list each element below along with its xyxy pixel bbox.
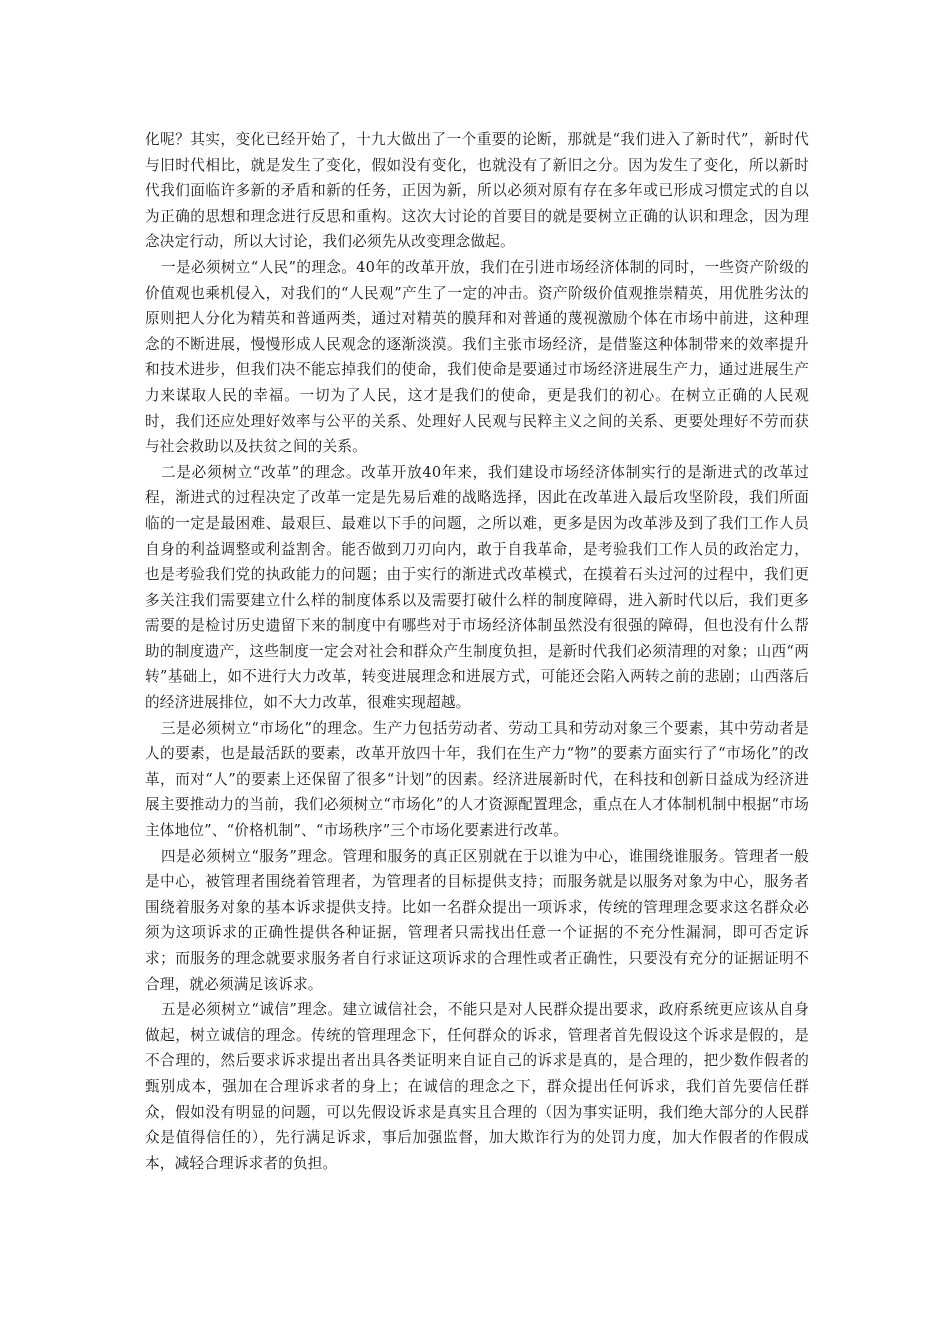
paragraph-service-concept: 四是必须树立“服务”理念。管理和服务的真正区别就在于以谁为中心，谁围绕谁服务。管理者一般是中心，被管理者围绕着管理者，为管理者的目标提供支持；而服务就是以服务对象为中心，服务者围绕着服务对象的基本诉求提供支持。比如一名群众提出一项诉求，传统的管理理念要求这名群众必须为这项诉求的正确性提供各种证据，管理者只需找出任意一个证据的不充分性漏洞，即可否定诉求；而服务的理念就要求服务者自行求证这项诉求的合理性或者正确性，只要没有充分的证据证明不合理，就必须满足该诉求。 (145, 847, 809, 993)
paragraph-integrity-concept: 五是必须树立“诚信”理念。建立诚信社会，不能只是对人民群众提出要求，政府系统更应该从自身做起，树立诚信的理念。传统的管理理念下，任何群众的诉求，管理者首先假设这个诉求是假的，是不合理的，然后要求诉求提出者出具各类证明来自证自己的诉求是真的，是合理的，把少数作假者的甄别成本，强加在合理诉求者的身上；在诚信的理念之下，群众提出任何诉求，我们首先要信任群众，假如没有明显的问题，可以先假设诉求是真实且合理的（因为事实证明，我们绝大部分的人民群众是值得信任的），先行满足诉求，事后加强监督，加大欺诈行为的处罚力度，加大作假者的作假成本，减轻合理诉求者的负担。 (145, 1001, 809, 1172)
paragraph-market-concept: 三是必须树立“市场化”的理念。生产力包括劳动者、劳动工具和劳动对象三个要素，其中劳动者是人的要素，也是最活跃的要素，改革开放四十年，我们在生产力“物”的要素方面实行了“市场化”的改革，而对“人”的要素上还保留了很多“计划”的因素。经济进展新时代，在科技和创新日益成为经济进展主要推动力的当前，我们必须树立“市场化”的人才资源配置理念，重点在人才体制机制中根据“市场主体地位”、“价格机制”、“市场秩序”三个市场化要素进行改革。 (145, 719, 809, 840)
paragraph-reform-concept: 二是必须树立“改革”的理念。改革开放40年来，我们建设市场经济体制实行的是渐进式的改革过程，渐进式的过程决定了改革一定是先易后难的战略选择，因此在改革进入最后攻坚阶段，我们所面临的一定是最困难、最艰巨、最难以下手的问题，之所以难，更多是因为改革涉及到了我们工作人员自身的利益调整或利益割舍。能否做到刀刃向内，敢于自我革命，是考验我们工作人员的政治定力，也是考验我们党的执政能力的问题；由于实行的渐进式改革模式，在摸着石头过河的过程中，我们更多关注我们需要建立什么样的制度体系以及需要打破什么样的制度障碍，进入新时代以后，我们更多需要的是检讨历史遗留下来的制度中有哪些对于市场经济体制虽然没有很强的障碍，但也没有什么帮助的制度遗产，这些制度一定会对社会和群众产生制度负担，是新时代我们必须清理的对象；山西“两转”基础上，如不进行大力改革，转变进展理念和进展方式，可能还会陷入两转之前的悲剧；山西落后的经济进展排位，如不大力改革，很难实现超越。 (145, 463, 809, 712)
paragraph-people-concept: 一是必须树立“人民”的理念。40年的改革开放，我们在引进市场经济体制的同时，一些资产阶级的价值观也乘机侵入，对我们的“人民观”产生了一定的冲击。资产阶级价值观推崇精英，用优胜劣汰的原则把人分化为精英和普通两类，通过对精英的膜拜和对普通的蔑视激励个体在市场中前进，这种理念的不断进展，慢慢形成人民观念的逐渐淡漠。我们主张市场经济，是借鉴这种体制带来的效率提升和技术进步，但我们决不能忘掉我们的使命，我们使命是要通过市场经济进展生产力，通过进展生产力来谋取人民的幸福。一切为了人民，这才是我们的使命，更是我们的初心。在树立正确的人民观时，我们还应处理好效率与公平的关系、处理好人民观与民粹主义之间的关系、更要处理好不劳而获与社会救助以及扶贫之间的关系。 (145, 258, 809, 456)
paragraph-continuation: 化呢？其实，变化已经开始了，十九大做出了一个重要的论断，那就是“我们进入了新时代”，新时代与旧时代相比，就是发生了变化，假如没有变化，也就没有了新旧之分。因为发生了变化，所以新时代我们面临许多新的矛盾和新的任务，正因为新，所以必须对原有存在多年或已形成习惯定式的自以为正确的思想和理念进行反思和重构。这次大讨论的首要目的就是要树立正确的认识和理念，因为理念决定行动，所以大讨论，我们必须先从改变理念做起。 (145, 131, 809, 251)
document-body (145, 127, 809, 1176)
